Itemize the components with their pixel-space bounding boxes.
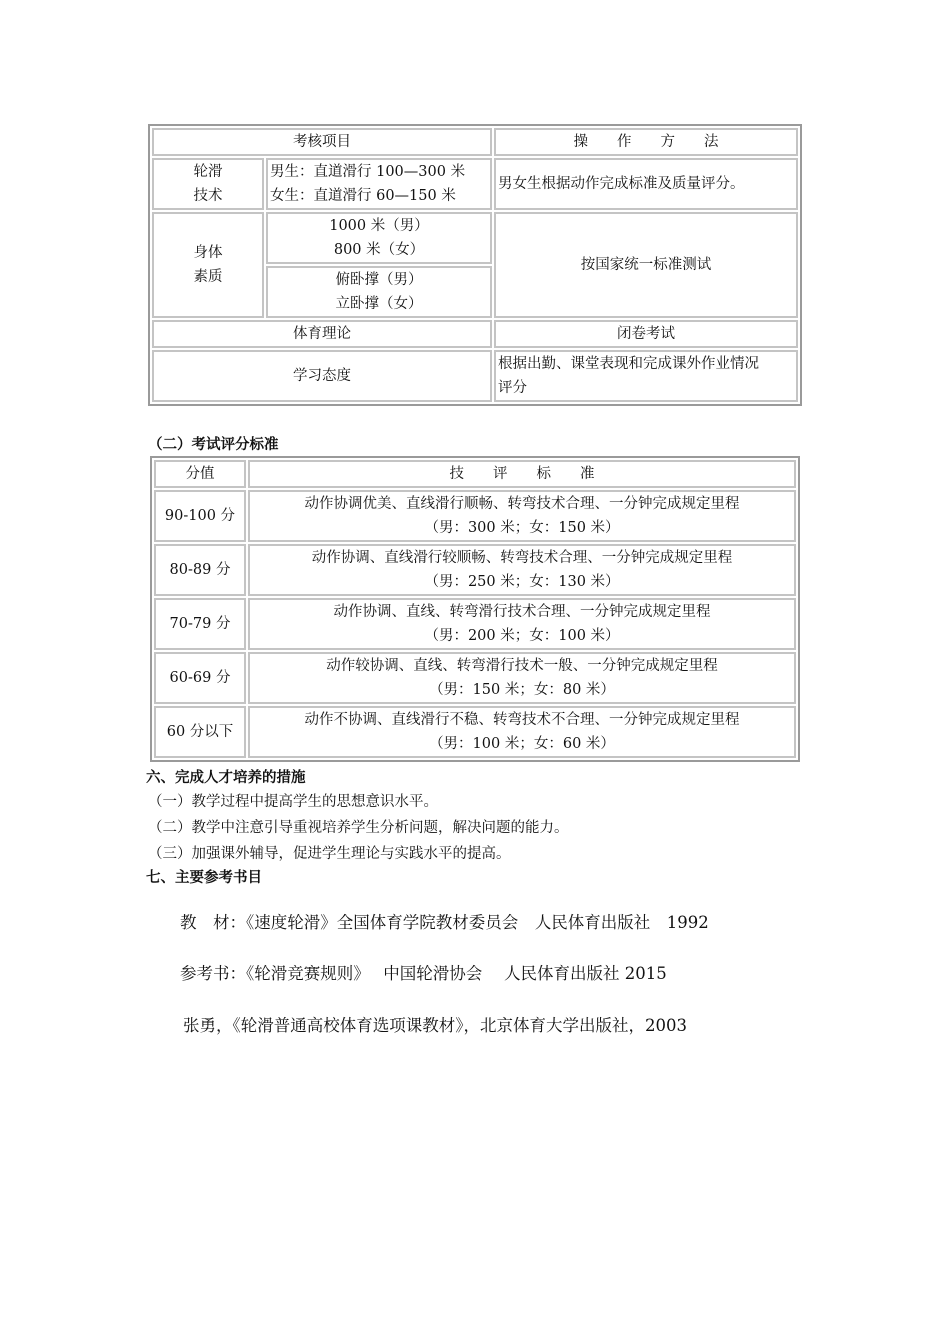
section-6-item: （二）教学中注意引导重视培养学生分析问题，解决问题的能力。: [148, 820, 569, 836]
skill-method: 男女生根据动作完成标准及质量评分。: [494, 158, 798, 210]
header-score: 分值: [154, 460, 246, 488]
score-cell: 90-100 分: [154, 490, 246, 542]
score-cell: 80-89 分: [154, 544, 246, 596]
criteria-cell: 动作协调、直线滑行较顺畅、转弯技术合理、一分钟完成规定里程 （男：250 米；女：130 米）: [248, 544, 796, 596]
score-table: [150, 456, 800, 762]
skill-label: 轮滑 技术: [152, 158, 264, 210]
theory-method: 闭卷考试: [494, 320, 798, 348]
score-cell: 60 分以下: [154, 706, 246, 758]
section-7-title: 七、主要参考书目: [146, 870, 262, 886]
criteria-cell: 动作不协调、直线滑行不稳、转弯技术不合理、一分钟完成规定里程 （男：100 米；女：60 米）: [248, 706, 796, 758]
score-cell: 70-79 分: [154, 598, 246, 650]
reference-rules: 参考书：《轮滑竞赛规则》 中国轮滑协会 人民体育出版社 2015: [180, 964, 667, 983]
physical-label: 身体 素质: [152, 212, 264, 318]
skill-items: 男生：直道滑行 100—300 米 女生：直道滑行 60—150 米: [266, 158, 492, 210]
physical-item-pushup: 俯卧撑（男） 立卧撑（女）: [266, 266, 492, 318]
header-assessment-item: 考核项目: [152, 128, 492, 156]
physical-method: 按国家统一标准测试: [494, 212, 798, 318]
attitude-label: 学习态度: [152, 350, 492, 402]
section-6-title: 六、完成人才培养的措施: [146, 770, 306, 786]
criteria-cell: 动作较协调、直线、转弯滑行技术一般、一分钟完成规定里程 （男：150 米；女：80 米）: [248, 652, 796, 704]
criteria-cell: 动作协调优美、直线滑行顺畅、转弯技术合理、一分钟完成规定里程 （男：300 米；女：150 米）: [248, 490, 796, 542]
section-exam-heading: （二）考试评分标准: [148, 437, 279, 453]
section-6-item: （三）加强课外辅导，促进学生理论与实践水平的提高。: [148, 846, 511, 862]
reference-textbook: 教 材：《速度轮滑》全国体育学院教材委员会 人民体育出版社 1992: [180, 913, 709, 932]
physical-item-run: 1000 米（男） 800 米（女）: [266, 212, 492, 264]
header-criteria: 技 评 标 准: [248, 460, 796, 488]
score-cell: 60-69 分: [154, 652, 246, 704]
header-operation-method: 操 作 方 法: [494, 128, 798, 156]
criteria-cell: 动作协调、直线、转弯滑行技术合理、一分钟完成规定里程 （男：200 米；女：100 米）: [248, 598, 796, 650]
attitude-method: 根据出勤、课堂表现和完成课外作业情况 评分: [494, 350, 798, 402]
reference-zhangyong: 张勇，《轮滑普通高校体育选项课教材》，北京体育大学出版社，2003: [183, 1016, 687, 1035]
section-6-item: （一）教学过程中提高学生的思想意识水平。: [148, 794, 438, 810]
assessment-table: [148, 124, 802, 406]
theory-label: 体育理论: [152, 320, 492, 348]
